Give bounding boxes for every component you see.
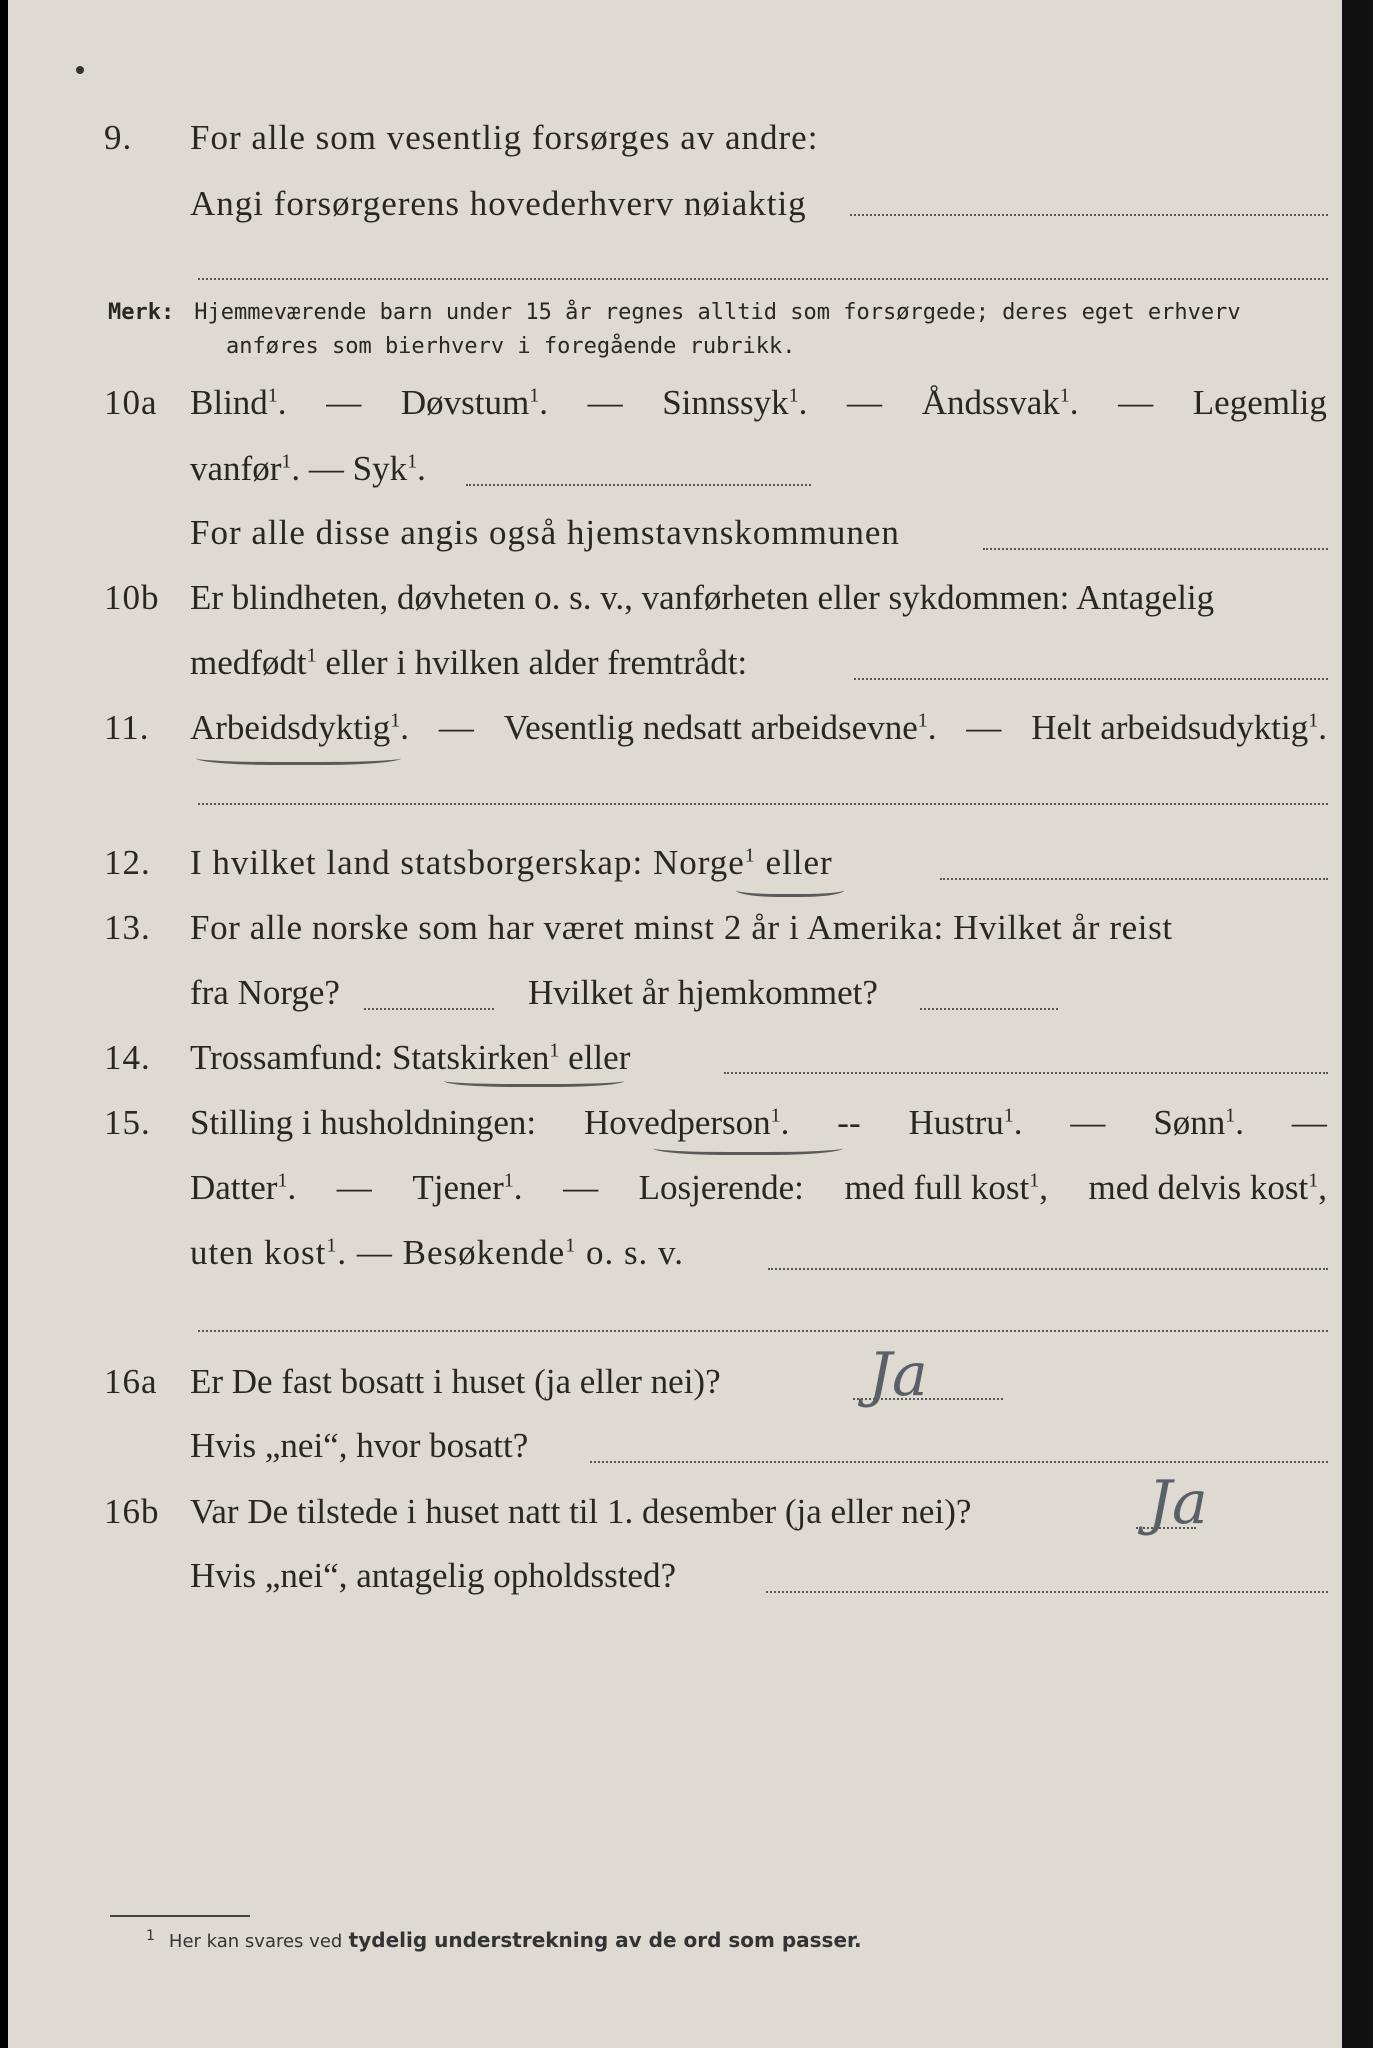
question-16a-line2 — [8, 1426, 1342, 1478]
option-medfodt[interactable]: medfødt — [190, 643, 307, 682]
question-options: Arbeidsdyktig$^1$. — Vesentlig nedsatt arbeidsevne$^1$. — Helt arbeidsudyktig$^1$. — [190, 708, 1327, 747]
question-number: 16b — [104, 1492, 160, 1531]
question-10b-line2: medfødt$^1$ eller i hvilken alder fremtrådt: — [190, 643, 748, 682]
bullet-mark — [76, 66, 84, 74]
question-14: 14. Trossamfund: Statskirken$^1$ eller — [104, 1038, 631, 1077]
option-hustru[interactable]: Hustru$^1$. — [908, 1103, 1023, 1142]
question-15-line2 — [8, 1168, 1342, 1220]
option-hovedperson[interactable]: Hovedperson$^1$. — [584, 1103, 790, 1142]
answer-line[interactable] — [198, 1330, 1328, 1332]
question-16b-line2 — [8, 1556, 1342, 1608]
question-10a-line3 — [8, 513, 1342, 565]
question-9 — [8, 118, 1342, 170]
question-12: 12. I hvilket land statsborgerskap: Norge$^1$ eller — [104, 843, 833, 882]
answer-line[interactable] — [854, 678, 1328, 680]
question-number: 12. — [104, 843, 151, 882]
question-10a-line2: vanfør$^1$. — Syk$^1$. — [190, 449, 426, 488]
option-norge[interactable]: Norge — [652, 843, 745, 882]
question-options: Datter$^1$. — Tjener$^1$. — Losjerende: med full kost$^1$, med delvis kost$^1$, — [190, 1168, 1327, 1207]
answer-line[interactable] — [766, 1591, 1328, 1593]
question-text: Hvilket år hjemkommet? — [528, 973, 878, 1012]
option-dovstum[interactable]: Døvstum$^1$. — [400, 383, 548, 422]
answer-line[interactable] — [724, 1072, 1328, 1074]
question-13-line2 — [8, 973, 1342, 1025]
answer-line[interactable] — [850, 214, 1328, 216]
answer-line[interactable] — [768, 1268, 1328, 1270]
question-text: Angi forsørgerens hovederhverv nøiaktig — [190, 184, 807, 223]
option-andssvak[interactable]: Åndssvak$^1$. — [921, 383, 1079, 422]
option-statskirken[interactable]: Statskirken — [391, 1038, 550, 1077]
question-number: 14. — [104, 1038, 151, 1077]
footnote: $^1$ Her kan svares ved tydelig understrekning av de ord som passer. — [146, 1928, 862, 1952]
answer-line[interactable] — [198, 803, 1328, 805]
question-text: Hvis „nei“, antagelig opholdssted? — [190, 1556, 676, 1595]
option-sinnssyk[interactable]: Sinnssyk$^1$. — [662, 383, 808, 422]
option-sonn[interactable]: Sønn$^1$. — [1153, 1103, 1245, 1142]
option-uten-kost[interactable]: uten kost — [190, 1233, 327, 1272]
handwritten-answer[interactable]: Ja — [1148, 1468, 1208, 1538]
answer-line[interactable] — [198, 278, 1328, 280]
question-number: 16a — [104, 1362, 158, 1401]
question-text: For alle norske som har været minst 2 år i Amerika: Hvilket år reist — [190, 908, 1173, 947]
option-full-kost[interactable]: med full kost$^1$, — [844, 1168, 1048, 1207]
answer-line[interactable] — [920, 1008, 1058, 1010]
option-legemlig[interactable]: Legemlig — [1192, 383, 1327, 422]
answer-line[interactable] — [364, 1008, 494, 1010]
question-15-line3: uten kost$^1$. — Besøkende$^1$ o. s. v. — [190, 1233, 685, 1272]
question-16a — [8, 1362, 1342, 1414]
footnote-rule — [110, 1915, 250, 1917]
option-blind[interactable]: Blind$^1$. — [190, 383, 287, 422]
question-text: fra Norge? — [190, 973, 340, 1012]
option-vanfor[interactable]: vanfør — [190, 449, 282, 488]
question-text: For alle disse angis også hjemstavnskommunen — [190, 513, 900, 552]
note-text: Hjemmeværende barn under 15 år regnes alltid som forsørgede; deres eget erhverv — [194, 300, 1241, 325]
question-number: 10b — [104, 578, 160, 617]
option-syk[interactable]: Syk — [352, 449, 408, 488]
option-besokende[interactable]: Besøkende — [402, 1233, 566, 1272]
question-options: Stilling i husholdningen: Hovedperson$^1$. -- Hustru$^1$. — Sønn$^1$. — — [190, 1103, 1327, 1142]
note-text: anføres som bierhverv i foregående rubrikk. — [226, 334, 796, 359]
question-10b — [8, 578, 1342, 630]
question-number: 10a — [104, 383, 158, 422]
question-text: Var De tilstede i huset natt til 1. desember (ja eller nei)? — [190, 1492, 972, 1531]
question-text: Er blindheten, døvheten o. s. v., vanførheten eller sykdommen: Antagelig — [190, 578, 1215, 617]
question-number: 13. — [104, 908, 151, 947]
note-block — [108, 296, 1241, 364]
form-page — [8, 0, 1342, 2048]
question-number: 9. — [104, 118, 133, 157]
handwritten-underline — [196, 748, 401, 765]
handwritten-underline — [653, 1138, 843, 1155]
answer-line[interactable] — [590, 1461, 1328, 1463]
question-text: Er De fast bosatt i huset (ja eller nei)? — [190, 1362, 721, 1401]
option-arbeidsdyktig[interactable]: Arbeidsdyktig$^1$. — [190, 708, 410, 747]
handwritten-underline — [444, 1072, 624, 1087]
handwritten-underline — [736, 880, 844, 897]
option-delvis-kost[interactable]: med delvis kost$^1$, — [1088, 1168, 1327, 1207]
question-text: Hvis „nei“, hvor bosatt? — [190, 1426, 529, 1465]
handwritten-answer[interactable]: Ja — [868, 1340, 928, 1410]
option-nedsatt[interactable]: Vesentlig nedsatt arbeidsevne$^1$. — [503, 708, 937, 747]
answer-line[interactable] — [940, 878, 1328, 880]
question-number: 11. — [104, 708, 150, 747]
question-13 — [8, 908, 1342, 960]
question-16b — [8, 1492, 1342, 1544]
option-datter[interactable]: Datter$^1$. — [190, 1168, 297, 1207]
question-10a — [8, 383, 1342, 435]
scan-border — [1342, 0, 1373, 2048]
question-9-line2 — [8, 184, 1342, 236]
answer-line[interactable] — [983, 548, 1328, 550]
question-number: 15. — [104, 1103, 151, 1142]
question-text: For alle som vesentlig forsørges av andre: — [190, 118, 819, 157]
answer-line[interactable] — [466, 484, 811, 486]
option-tjener[interactable]: Tjener$^1$. — [412, 1168, 523, 1207]
option-arbeidsudyktig[interactable]: Helt arbeidsudyktig$^1$. — [1031, 708, 1327, 747]
question-options: Blind$^1$. — Døvstum$^1$. — Sinnssyk$^1$. — Åndssvak$^1$. — Legemlig — [190, 383, 1327, 422]
note-label: Merk: — [108, 300, 175, 325]
